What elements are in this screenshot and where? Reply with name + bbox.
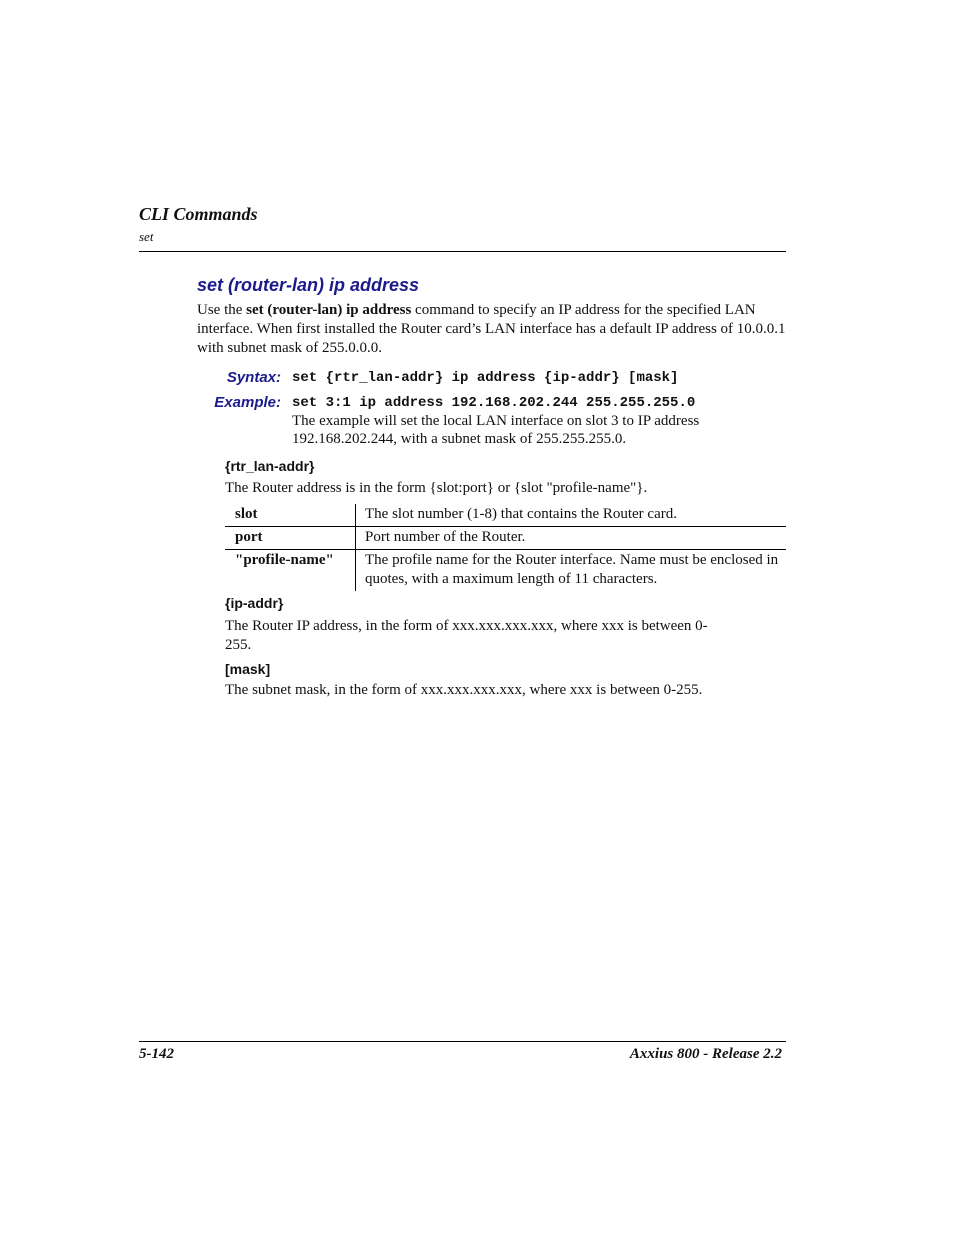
page-number: 5-142 [139,1046,174,1062]
header-rule [139,251,786,252]
table-value: The slot number (1-8) that contains the Router card. [365,506,677,522]
table-key: "profile-name" [225,550,356,592]
table-row [225,504,786,527]
running-header-title: CLI Commands [139,204,258,224]
address-form-table [225,504,786,591]
footer-product: Axxius 800 - Release 2.2 [629,1046,782,1062]
table-row [225,550,786,592]
table-value: The profile name for the Router interface. Name must be enclosed in quotes, with a maximum length of 11 characters. [356,550,787,592]
running-header-subtitle: set [139,229,154,244]
section-title: set (router-lan) ip address [197,275,420,295]
param-rtr-lan-addr-description: The Router address is in the form {slot:port} or {slot "profile-name"}. [225,480,648,496]
example-label: Example: [214,394,281,411]
intro-command: set (router-lan) ip address [246,302,412,318]
table-value: Port number of the Router. [356,527,787,550]
param-mask: [mask] [225,661,271,677]
example-description: The example will set the local LAN interface on slot 3 to IP address 192.168.202.244, with a subnet mask of 255.255.255.0. [292,413,700,447]
example-code: set 3:1 ip address 192.168.202.244 255.255.255.0 [292,395,696,411]
param-ip-addr: {ip-addr} [225,595,284,611]
intro-pre: Use the [197,302,247,318]
footer-rule [139,1041,786,1042]
param-mask-description: The subnet mask, in the form of xxx.xxx.xxx.xxx, where xxx is between 0-255. [225,682,703,698]
intro-paragraph [197,301,787,358]
param-rtr-lan-addr: {rtr_lan-addr} [225,458,315,474]
syntax-label: Syntax: [226,369,281,386]
syntax-code: set {rtr_lan-addr} ip address {ip-addr} [mask] [292,370,679,386]
table-row [225,527,786,550]
param-ip-addr-description: The Router IP address, in the form of xxx.xxx.xxx.xxx, where xxx is between 0-255. [225,618,708,653]
intro-post: command to specify an IP address for the specified LAN interface. When first installed the Router card’s LAN interface has a default IP address of 10.0.0.1 with subnet mask of 255.0.0.0. [197,302,786,356]
table-key: slot [225,504,356,527]
table-key: port [225,527,356,550]
